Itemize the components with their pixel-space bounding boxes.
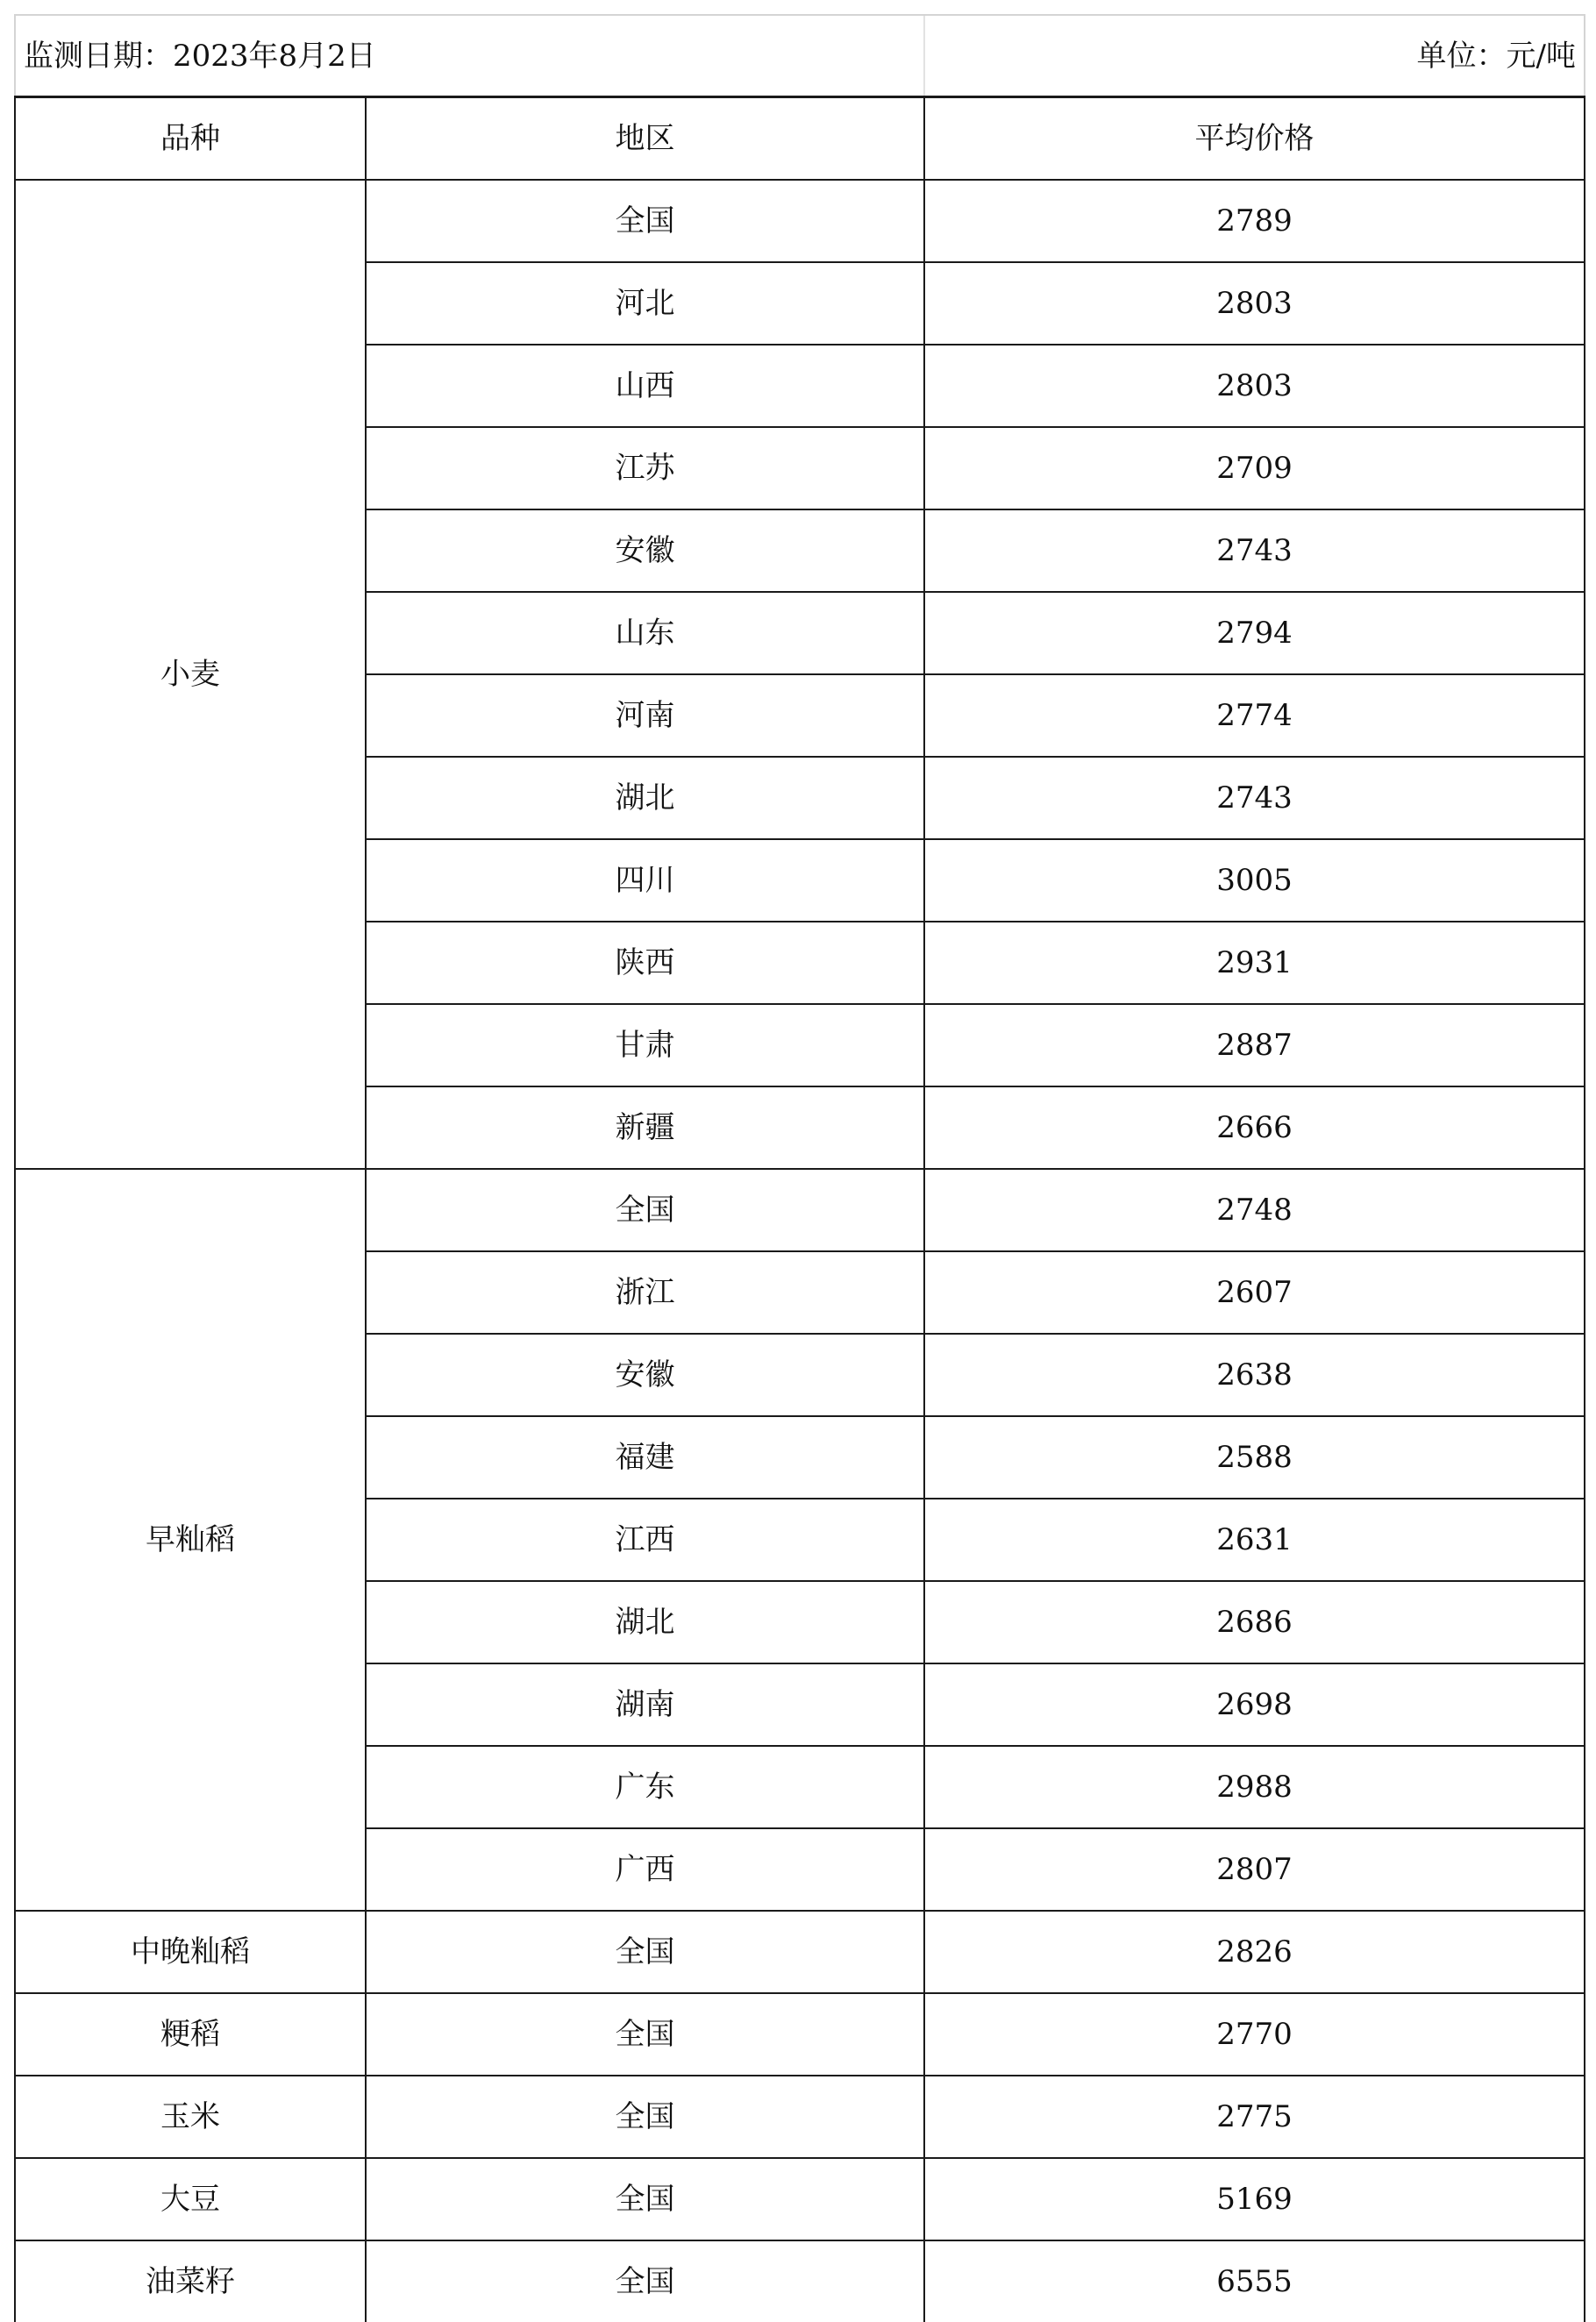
region-cell: 湖北 xyxy=(366,1581,924,1663)
unit-label: 单位：元/吨 xyxy=(924,15,1585,97)
price-cell: 2770 xyxy=(924,1993,1585,2076)
region-cell: 全国 xyxy=(366,1993,924,2076)
variety-cell: 中晚籼稻 xyxy=(15,1911,366,1993)
monitor-date: 监测日期：2023年8月2日 xyxy=(15,15,924,97)
region-cell: 湖南 xyxy=(366,1663,924,1746)
price-cell: 2826 xyxy=(924,1911,1585,1993)
region-cell: 福建 xyxy=(366,1416,924,1499)
price-cell: 2887 xyxy=(924,1004,1585,1086)
region-cell: 新疆 xyxy=(366,1086,924,1169)
header-region: 地区 xyxy=(366,97,924,181)
price-cell: 2988 xyxy=(924,1746,1585,1828)
price-cell: 2698 xyxy=(924,1663,1585,1746)
region-cell: 全国 xyxy=(366,2240,924,2322)
price-cell: 2789 xyxy=(924,180,1585,262)
region-cell: 全国 xyxy=(366,1911,924,1993)
table-row xyxy=(15,1169,1585,1251)
region-cell: 广西 xyxy=(366,1828,924,1911)
region-cell: 全国 xyxy=(366,180,924,262)
table-row xyxy=(15,1911,1585,1993)
variety-cell: 早籼稻 xyxy=(15,1169,366,1911)
price-cell: 2774 xyxy=(924,674,1585,757)
region-cell: 山东 xyxy=(366,592,924,674)
price-cell: 2775 xyxy=(924,2076,1585,2158)
price-cell: 2588 xyxy=(924,1416,1585,1499)
price-cell: 2807 xyxy=(924,1828,1585,1911)
region-cell: 全国 xyxy=(366,2158,924,2240)
price-cell: 2666 xyxy=(924,1086,1585,1169)
table-row xyxy=(15,2158,1585,2240)
price-cell: 2631 xyxy=(924,1499,1585,1581)
region-cell: 广东 xyxy=(366,1746,924,1828)
table-row xyxy=(15,180,1585,262)
price-cell: 2607 xyxy=(924,1251,1585,1334)
header-average-price: 平均价格 xyxy=(924,97,1585,181)
region-cell: 甘肃 xyxy=(366,1004,924,1086)
price-cell: 2794 xyxy=(924,592,1585,674)
price-cell: 2686 xyxy=(924,1581,1585,1663)
variety-cell: 大豆 xyxy=(15,2158,366,2240)
header-variety: 品种 xyxy=(15,97,366,181)
region-cell: 全国 xyxy=(366,1169,924,1251)
price-cell: 2743 xyxy=(924,757,1585,839)
variety-cell: 粳稻 xyxy=(15,1993,366,2076)
price-cell: 3005 xyxy=(924,839,1585,922)
table-body xyxy=(15,180,1585,2322)
table-row xyxy=(15,2076,1585,2158)
variety-cell: 玉米 xyxy=(15,2076,366,2158)
region-cell: 陕西 xyxy=(366,922,924,1004)
region-cell: 湖北 xyxy=(366,757,924,839)
column-header-row xyxy=(15,97,1585,181)
table-row xyxy=(15,2240,1585,2322)
region-cell: 山西 xyxy=(366,345,924,427)
price-table xyxy=(14,14,1585,2322)
price-cell: 6555 xyxy=(924,2240,1585,2322)
region-cell: 江苏 xyxy=(366,427,924,509)
price-cell: 2638 xyxy=(924,1334,1585,1416)
region-cell: 安徽 xyxy=(366,1334,924,1416)
region-cell: 全国 xyxy=(366,2076,924,2158)
region-cell: 安徽 xyxy=(366,509,924,592)
region-cell: 河北 xyxy=(366,262,924,345)
price-cell: 5169 xyxy=(924,2158,1585,2240)
meta-row xyxy=(15,15,1585,97)
price-cell: 2803 xyxy=(924,262,1585,345)
variety-cell: 小麦 xyxy=(15,180,366,1169)
price-cell: 2748 xyxy=(924,1169,1585,1251)
region-cell: 河南 xyxy=(366,674,924,757)
price-cell: 2743 xyxy=(924,509,1585,592)
price-cell: 2709 xyxy=(924,427,1585,509)
region-cell: 江西 xyxy=(366,1499,924,1581)
table-row xyxy=(15,1993,1585,2076)
price-cell: 2803 xyxy=(924,345,1585,427)
region-cell: 浙江 xyxy=(366,1251,924,1334)
region-cell: 四川 xyxy=(366,839,924,922)
price-cell: 2931 xyxy=(924,922,1585,1004)
variety-cell: 油菜籽 xyxy=(15,2240,366,2322)
